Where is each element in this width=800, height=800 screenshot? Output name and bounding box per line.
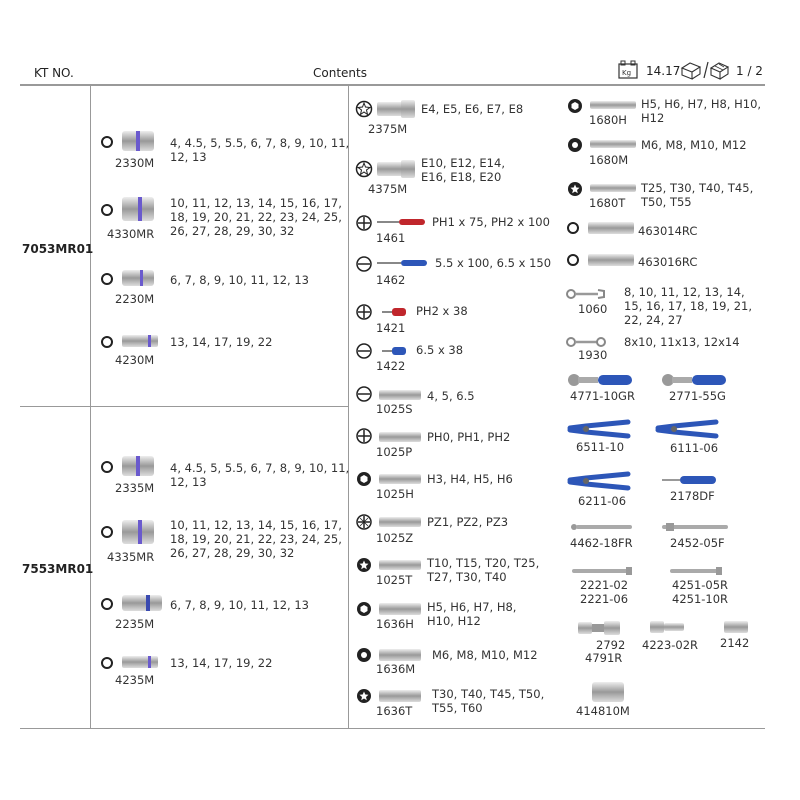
socket-image [120, 518, 156, 546]
bit-image [377, 515, 423, 529]
size-list: PH1 x 75, PH2 x 100 [432, 215, 550, 229]
part-number: 1025S [376, 402, 413, 416]
part-number: 1462 [376, 273, 406, 287]
part-number: 4251-05R [672, 578, 729, 592]
screwdriver-image [375, 257, 431, 269]
part-number: 1025Z [376, 531, 414, 545]
pliers-image [566, 470, 632, 492]
sliding-tbar-image [660, 522, 730, 532]
header-rule [20, 84, 765, 86]
size-list: 26, 27, 28, 29, 30, 32 [170, 546, 295, 560]
phillips-icon [356, 428, 372, 444]
hex-socket-icon [567, 254, 579, 266]
size-list: 12, 13 [170, 150, 207, 164]
part-number: 1680T [589, 196, 626, 210]
socket-image [375, 98, 417, 120]
stubby-screwdriver-image [380, 345, 410, 357]
size-list: T10, T15, T20, T25, [427, 556, 540, 570]
size-list: PH0, PH1, PH2 [427, 430, 511, 444]
slotted-icon [356, 386, 372, 402]
universal-joint-image [576, 618, 624, 638]
phillips-icon [356, 215, 372, 231]
part-number: 2178DF [670, 489, 715, 503]
size-list: T30, T40, T45, T50, [432, 687, 545, 701]
size-list: 10, 11, 12, 13, 14, 15, 16, 17, [170, 196, 342, 210]
part-number: 2235M [115, 617, 155, 631]
part-number: 1025P [376, 445, 413, 459]
size-list: 8, 10, 11, 12, 13, 14, [624, 285, 745, 299]
size-list: H5, H6, H7, H8, [427, 600, 517, 614]
size-list: 18, 19, 20, 21, 22, 23, 24, 25, [170, 210, 342, 224]
torx-icon [356, 688, 372, 704]
size-list: 4, 5, 6.5 [427, 389, 475, 403]
extension-bar-image [668, 566, 724, 576]
size-list: E16, E18, E20 [421, 170, 502, 184]
part-number: 4330MR [107, 227, 155, 241]
part-number: 4771-10GR [570, 389, 635, 403]
slotted-icon [356, 343, 372, 359]
size-list: 6.5 x 38 [416, 343, 464, 357]
adapter-image [722, 618, 750, 636]
spark-plug-socket-image [586, 252, 636, 268]
part-number: 4251-10R [672, 592, 729, 606]
part-number: 2142 [720, 636, 750, 650]
hex-socket-icon [101, 336, 113, 348]
e-torx-icon [355, 160, 373, 178]
contents-column-divider [348, 86, 349, 728]
part-number: 4230M [115, 353, 155, 367]
size-list: T55, T60 [432, 701, 483, 715]
combination-wrench-image [566, 287, 606, 301]
part-number: 2221-02 [580, 578, 629, 592]
size-list: H3, H4, H5, H6 [427, 472, 513, 486]
part-number: 4791R [585, 651, 623, 665]
bottom-rule [20, 728, 765, 729]
impact-bit-image [377, 647, 423, 663]
part-number: 2330M [115, 156, 155, 170]
kt-no-header: KT NO. [34, 66, 74, 80]
socket-image [120, 195, 156, 223]
part-number: 463016RC [638, 255, 698, 269]
offset-wrench-image [566, 336, 606, 348]
ratchet-image [566, 372, 636, 388]
breaker-bar-image [570, 522, 634, 532]
size-list: T25, T30, T40, T45, [641, 181, 754, 195]
part-number: 1422 [376, 359, 406, 373]
size-list: T50, T55 [641, 195, 692, 209]
part-number: 4235M [115, 673, 155, 687]
part-number: 6511-10 [576, 440, 625, 454]
part-number: 2375M [368, 122, 408, 136]
part-number: 1060 [578, 302, 608, 316]
size-list: M6, M8, M10, M12 [432, 648, 538, 662]
socket-image [120, 128, 156, 154]
size-list: H5, H6, H7, H8, H10, [641, 97, 762, 111]
hex-bit-icon [356, 601, 372, 617]
long-bit-image [588, 182, 638, 194]
size-list: H10, H12 [427, 614, 481, 628]
part-number: 4462-18FR [570, 536, 633, 550]
part-number: 1680H [589, 113, 627, 127]
hex-socket-icon [101, 273, 113, 285]
socket-image [590, 680, 626, 704]
weight-value: 14.17 [646, 64, 681, 78]
part-number: 2452-05F [670, 536, 725, 550]
socket-image [120, 453, 156, 479]
size-list: E4, E5, E6, E7, E8 [421, 102, 524, 116]
hex-socket-icon [101, 461, 113, 473]
pliers-image [566, 418, 632, 440]
e-torx-icon [355, 100, 373, 118]
svg-text:Kg: Kg [622, 69, 632, 77]
size-list: M6, M8, M10, M12 [641, 138, 747, 152]
part-number: 2221-06 [580, 592, 629, 606]
pozidriv-icon [356, 514, 372, 530]
spline-icon [356, 647, 372, 663]
part-number: 2771-55G [669, 389, 726, 403]
part-number: 1461 [376, 231, 406, 245]
part-number: 1930 [578, 348, 608, 362]
hex-socket-icon [101, 657, 113, 669]
part-number: 6211-06 [578, 494, 627, 508]
kt-column-divider [90, 86, 91, 728]
phillips-icon [356, 304, 372, 320]
extension-bar-image [570, 566, 634, 576]
size-list: 6, 7, 8, 9, 10, 11, 12, 13 [170, 598, 309, 612]
deep-socket-image [120, 332, 160, 350]
size-list: 12, 13 [170, 475, 207, 489]
pack-quantity: 1 / 2 [736, 64, 763, 78]
weight-icon [616, 60, 642, 80]
hex-socket-icon [101, 598, 113, 610]
long-bit-image [588, 138, 638, 150]
bit-image [377, 430, 423, 444]
ratchet-image [660, 372, 730, 388]
part-number: 4375M [368, 182, 408, 196]
socket-image [120, 268, 156, 288]
part-number: 4223-02R [642, 638, 699, 652]
hex-socket-icon [101, 136, 113, 148]
hex-socket-icon [567, 222, 579, 234]
part-number: 6111-06 [670, 441, 719, 455]
spline-icon [567, 137, 583, 153]
bit-image [377, 558, 423, 572]
kt-number: 7553MR01 [22, 562, 94, 576]
bit-image [377, 388, 423, 402]
hex-bit-icon [356, 471, 372, 487]
socket-image [120, 593, 164, 613]
bit-image [377, 472, 423, 486]
kt-number: 7053MR01 [22, 242, 94, 256]
size-list: 13, 14, 17, 19, 22 [170, 335, 273, 349]
size-list: 13, 14, 17, 19, 22 [170, 656, 273, 670]
deep-socket-image [120, 653, 160, 671]
impact-bit-image [377, 601, 423, 617]
part-number: 414810M [576, 704, 630, 718]
size-list: 18, 19, 20, 21, 22, 23, 24, 25, [170, 532, 342, 546]
size-list: 15, 16, 17, 18, 19, 21, [624, 299, 753, 313]
hex-socket-icon [101, 204, 113, 216]
socket-adapter-image [648, 618, 688, 636]
part-number: 1025H [376, 487, 414, 501]
size-list: T27, T30, T40 [427, 570, 507, 584]
part-number: 2792 [596, 638, 626, 652]
torx-icon [356, 557, 372, 573]
set-divider [20, 406, 348, 407]
part-number: 463014RC [638, 224, 698, 238]
size-list: PH2 x 38 [416, 304, 468, 318]
size-list: 26, 27, 28, 29, 30, 32 [170, 224, 295, 238]
torx-icon [567, 181, 583, 197]
spinner-handle-image [660, 474, 720, 486]
part-number: 1680M [589, 153, 629, 167]
part-number: 1025T [376, 573, 413, 587]
contents-header: Contents [313, 66, 367, 80]
part-number: 1636H [376, 617, 414, 631]
part-number: 2230M [115, 292, 155, 306]
spark-plug-socket-image [586, 220, 636, 236]
size-list: 6, 7, 8, 9, 10, 11, 12, 13 [170, 273, 309, 287]
pliers-image [654, 418, 720, 440]
stubby-screwdriver-image [380, 306, 410, 318]
part-number: 1421 [376, 321, 406, 335]
size-list: 4, 4.5, 5, 5.5, 6, 7, 8, 9, 10, 11, [170, 461, 350, 475]
screwdriver-image [375, 216, 429, 228]
size-list: 8x10, 11x13, 12x14 [624, 335, 740, 349]
package-icon [680, 60, 730, 80]
part-number: 4335MR [107, 550, 155, 564]
part-number: 2335M [115, 481, 155, 495]
slotted-icon [356, 256, 372, 272]
size-list: 10, 11, 12, 13, 14, 15, 16, 17, [170, 518, 342, 532]
hex-bit-icon [567, 98, 583, 114]
hex-socket-icon [101, 526, 113, 538]
impact-bit-image [377, 688, 423, 704]
part-number: 1636T [376, 704, 413, 718]
long-bit-image [588, 99, 638, 111]
socket-image [375, 158, 417, 180]
size-list: 22, 24, 27 [624, 313, 683, 327]
part-number: 1636M [376, 662, 416, 676]
size-list: E10, E12, E14, [421, 156, 505, 170]
size-list: H12 [641, 111, 665, 125]
size-list: 5.5 x 100, 6.5 x 150 [435, 256, 552, 270]
size-list: PZ1, PZ2, PZ3 [427, 515, 509, 529]
size-list: 4, 4.5, 5, 5.5, 6, 7, 8, 9, 10, 11, [170, 136, 350, 150]
